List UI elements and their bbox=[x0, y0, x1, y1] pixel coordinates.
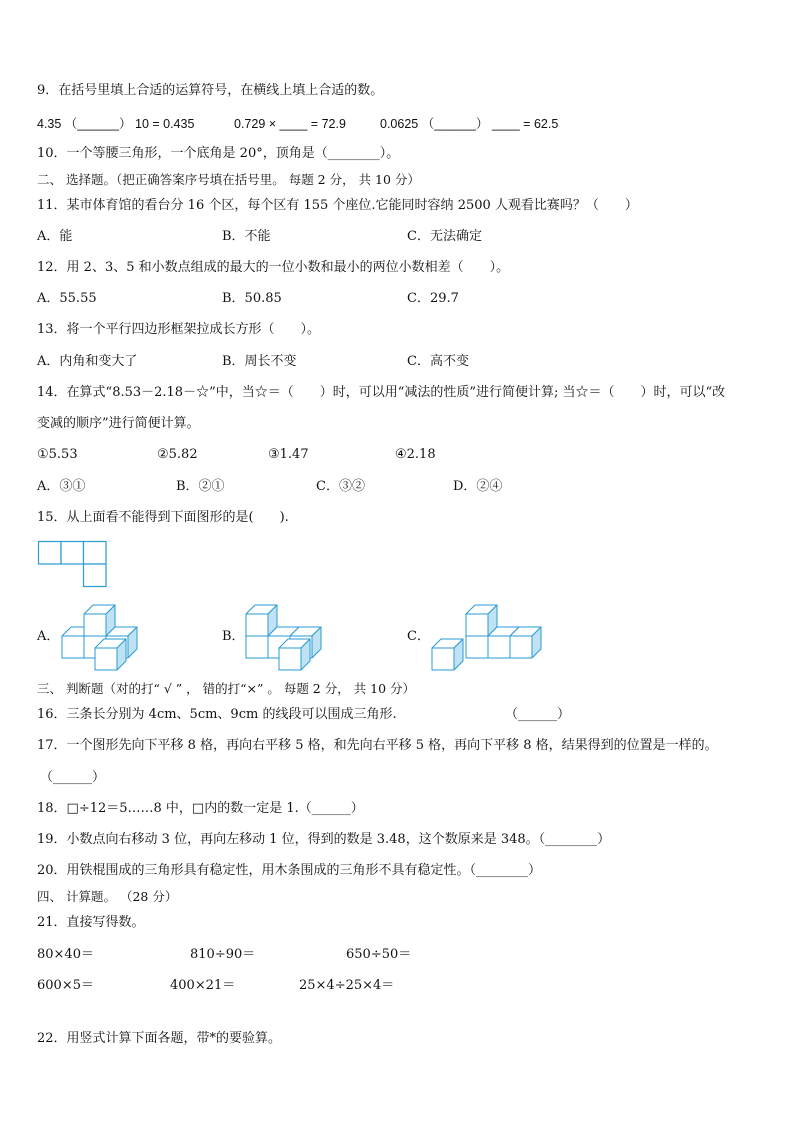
cube bbox=[279, 639, 310, 670]
q10-text: 10．一个等腰三角形，一个底角是 20°，顶角是（________）。 bbox=[37, 146, 400, 161]
q14-option-a: A．③① bbox=[37, 479, 86, 494]
q13-option-b: B．周长不变 bbox=[222, 354, 297, 369]
q11-text: 11．某市体育馆的看台分 16 个区，每个区有 155 个座位.它能同时容纳 2500 人观看比赛吗？（ ） bbox=[37, 198, 638, 213]
q21-item-6: 25×4÷25×4＝ bbox=[299, 978, 395, 993]
q15-option-a-figure bbox=[60, 600, 150, 672]
q14-line-1: 14．在算式“8.53－2.18－☆”中，当☆＝（ ）时，可以用“减法的性质”进行简便计算; 当☆＝（ ）时，可以“改 bbox=[37, 385, 726, 400]
cube bbox=[95, 639, 126, 670]
q15-text: 15．从上面看不能得到下面图形的是( ). bbox=[37, 510, 289, 525]
cube bbox=[432, 639, 463, 670]
top-view-figure bbox=[38, 541, 108, 588]
q13-text: 13．将一个平行四边形框架拉成长方形（ ）。 bbox=[37, 322, 321, 337]
q15-option-c-figure bbox=[430, 600, 554, 672]
q14-option-d: D．②④ bbox=[453, 479, 503, 494]
cube bbox=[510, 627, 541, 658]
q9-formula-1: 4.35 （______） 10 = 0.435 bbox=[37, 117, 195, 131]
q21-item-1: 80×40＝ bbox=[37, 947, 94, 962]
q21-item-3: 650÷50＝ bbox=[346, 947, 412, 962]
q19-text: 19．小数点向右移动 3 位，再向左移动 1 位，得到的数是 3.48，这个数原来是 348。（________） bbox=[37, 832, 611, 847]
q15-option-b-label: B． bbox=[222, 629, 245, 644]
q9-text: 9．在括号里填上合适的运算符号，在横线上填上合适的数。 bbox=[37, 83, 384, 98]
q14-line-2: 变减的顺序”进行简便计算。 bbox=[37, 416, 200, 431]
section-4-title: 四、 计算题。 （28 分） bbox=[37, 889, 178, 904]
q17-line-1: 17．一个图形先向下平移 8 格，再向右平移 5 格，和先向右平移 5 格，再向下平移 8 格，结果得到的位置是一样的。 bbox=[37, 738, 718, 753]
q15-option-b-figure bbox=[244, 600, 334, 672]
q13-option-a: A．内角和变大了 bbox=[37, 354, 138, 369]
q12-text: 12．用 2、3、5 和小数点组成的最大的一位小数和最小的两位小数相差（ ）。 bbox=[37, 260, 510, 275]
q12-option-a: A．55.55 bbox=[37, 291, 97, 306]
q9-formula-2: 0.729 × ____ = 72.9 bbox=[234, 117, 346, 131]
section-2-title: 二、 选择题。（把正确答案序号填在括号里。 每题 2 分， 共 10 分） bbox=[37, 172, 420, 187]
q20-text: 20．用铁棍围成的三角形具有稳定性，用木条围成的三角形不具有稳定性。（________） bbox=[37, 863, 542, 878]
q14-choice-1: ①5.53 bbox=[37, 447, 78, 462]
q15-option-a-label: A． bbox=[37, 629, 60, 644]
q11-option-a: A．能 bbox=[37, 229, 73, 244]
q14-option-b: B．②① bbox=[176, 479, 225, 494]
q17-answer-blank: （______） bbox=[40, 770, 106, 785]
q18-text: 18．□÷12＝5……8 中，□内的数一定是 1.（______） bbox=[37, 801, 364, 816]
q21-text: 21．直接写得数。 bbox=[37, 915, 145, 930]
q21-item-5: 400×21＝ bbox=[170, 978, 236, 993]
q21-item-4: 600×5＝ bbox=[37, 978, 94, 993]
q14-choice-3: ③1.47 bbox=[268, 447, 309, 462]
q12-option-b: B．50.85 bbox=[222, 291, 282, 306]
q21-item-2: 810÷90＝ bbox=[190, 947, 256, 962]
q16-text: 16．三条长分别为 4cm、5cm、9cm 的线段可以围成三角形. bbox=[37, 707, 397, 722]
q22-text: 22．用竖式计算下面各题，带*的要验算。 bbox=[37, 1031, 282, 1046]
q9-formula-3: 0.0625 （______） ____ = 62.5 bbox=[380, 117, 559, 131]
q12-option-c: C．29.7 bbox=[407, 291, 459, 306]
q16-answer-blank: （______） bbox=[505, 707, 571, 722]
q13-option-c: C．高不变 bbox=[407, 354, 469, 369]
q11-option-c: C．无法确定 bbox=[407, 229, 482, 244]
q14-choice-2: ②5.82 bbox=[157, 447, 198, 462]
q15-option-c-label: C． bbox=[407, 629, 430, 644]
section-3-title: 三、 判断题（对的打“ √ ” ， 错的打“×” 。 每题 2 分， 共 10 分） bbox=[37, 681, 416, 696]
q14-option-c: C．③② bbox=[316, 479, 365, 494]
q11-option-b: B．不能 bbox=[222, 229, 271, 244]
q14-choice-4: ④2.18 bbox=[395, 447, 436, 462]
